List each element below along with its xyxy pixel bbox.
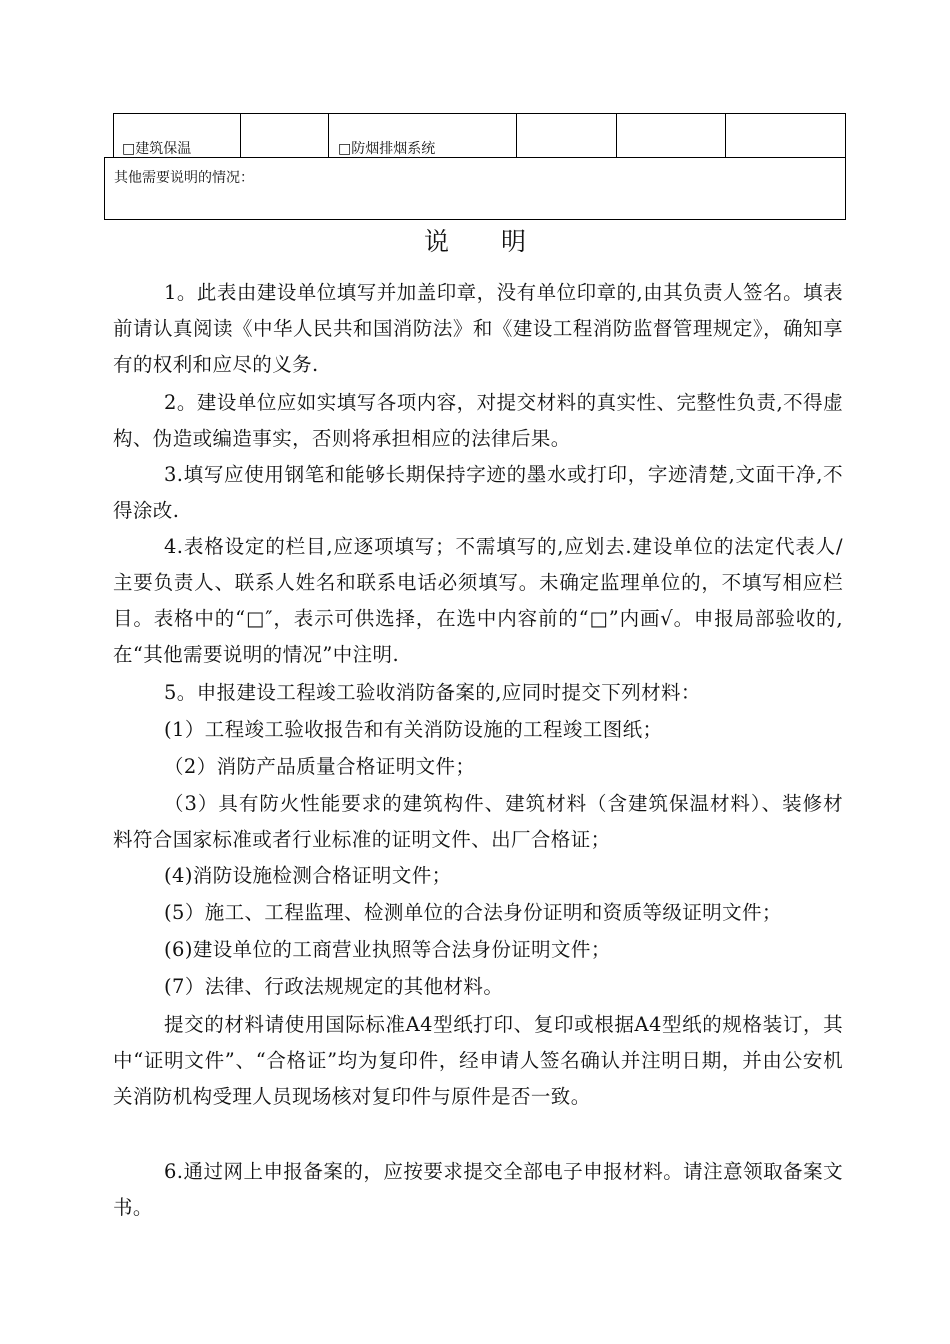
list-item: （3）具有防火性能要求的建筑构件、建筑材料（含建筑保温材料）、装修材料符合国家标准或者行业标准的证明文件、出厂合格证； [113,792,843,851]
checkbox-smoke-exhaust-system[interactable]: □防烟排烟系统 [338,141,436,157]
checkbox-building-insulation[interactable]: □建筑保温 [122,141,192,157]
list-item: (5）施工、工程监理、检测单位的合法身份证明和资质等级证明文件； [164,901,782,924]
paragraph-4: 4.表格设定的栏目,应逐项填写；不需填写的,应划去.建设单位的法定代表人/主要负责人、联系人姓名和联系电话必须填写。未确定监理单位的，不填写相应栏目。表格中的“□″，表示可供选择，在选中内容前的“□”内画√。申报局部验收的,在“其他需要说明的情况”中注明. [113,535,843,666]
table-divider [516,114,517,157]
paragraph-5: 5。申报建设工程竣工验收消防备案的,应同时提交下列材料： [164,681,701,704]
list-item: (7）法律、行政法规规定的其他材料。 [164,975,504,998]
other-notes-field[interactable] [104,157,846,220]
paragraph-submission: 提交的材料请使用国际标准A4型纸打印、复印或根据A4型纸的规格装订，其中“证明文件”、“合格证”均为复印件，经申请人签名确认并注明日期，并由公安机关消防机构受理人员现场核对复印件与原件是否一致。 [113,1013,843,1108]
paragraph-6: 6.通过网上申报备案的，应按要求提交全部电子申报材料。请注意领取备案文书。 [113,1160,843,1219]
table-divider [240,114,241,157]
paragraph-1: 1。此表由建设单位填写并加盖印章，没有单位印章的,由其负责人签名。填表前请认真阅读《中华人民共和国消防法》和《建设工程消防监督管理规定》，确知享有的权利和应尽的义务. [113,281,843,376]
paragraph-3: 3.填写应使用钢笔和能够长期保持字迹的墨水或打印，字迹清楚,文面干净,不得涂改. [113,463,843,522]
other-notes-label: 其他需要说明的情况： [114,170,254,186]
list-item: (4)消防设施检测合格证明文件； [164,864,452,887]
table-divider [725,114,726,157]
table-divider [328,114,329,157]
section-heading: 说明 [423,227,578,256]
form-table-row [113,113,846,157]
paragraph-2: 2。建设单位应如实填写各项内容，对提交材料的真实性、完整性负责,不得虚构、伪造或编造事实，否则将承担相应的法律后果。 [113,391,843,450]
table-divider [616,114,617,157]
list-item: (1）工程竣工验收报告和有关消防设施的工程竣工图纸； [164,718,663,741]
list-item: （2）消防产品质量合格证明文件； [164,755,476,778]
list-item: (6)建设单位的工商营业执照等合法身份证明文件； [164,938,611,961]
